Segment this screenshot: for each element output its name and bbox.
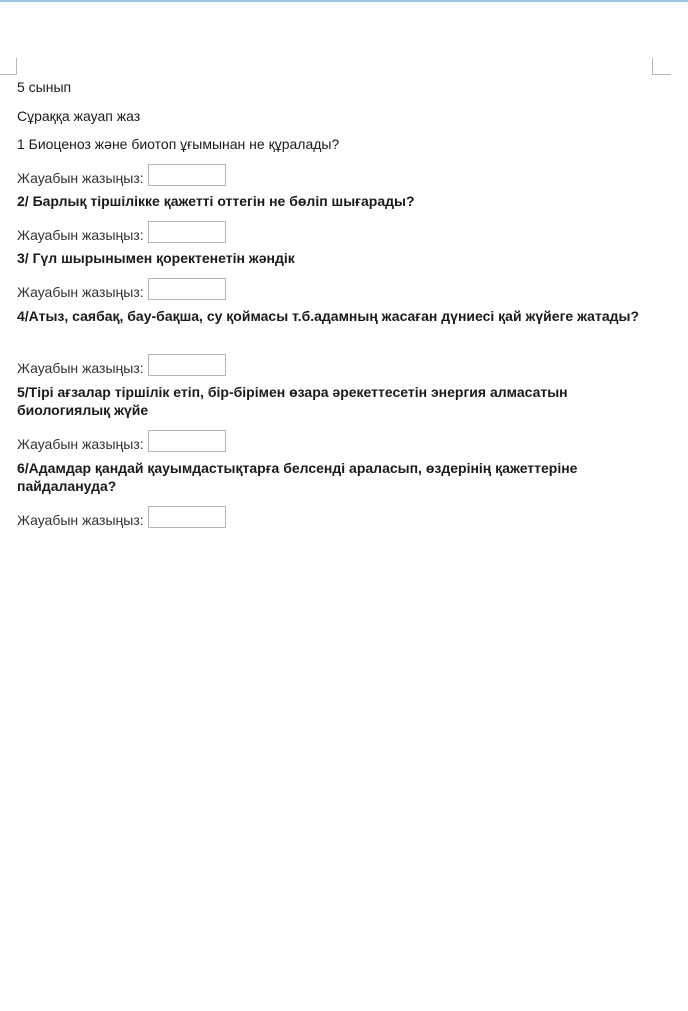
answer-label: Жауабын жазыңыз:	[17, 284, 144, 300]
answer-row-6	[17, 506, 226, 528]
instruction-text: Сұраққа жауап жаз	[17, 108, 141, 124]
page-corner-mark-left	[0, 58, 17, 75]
answer-input-4[interactable]	[148, 354, 226, 376]
answer-label: Жауабын жазыңыз:	[17, 436, 144, 452]
answer-label: Жауабын жазыңыз:	[17, 360, 144, 376]
answer-row-5	[17, 430, 226, 452]
answer-label: Жауабын жазыңыз:	[17, 512, 144, 528]
answer-input-3[interactable]	[148, 278, 226, 300]
grade-heading: 5 сынып	[17, 79, 72, 95]
answer-input-1[interactable]	[148, 164, 226, 186]
question-1: 1 Биоценоз және биотоп ұғымынан не құралады?	[17, 136, 340, 152]
question-5: 5/Тірі ағзалар тіршілік етіп, бір-бірімен өзара әрекеттесетін энергия алмасатын биологиялық жүйе	[17, 384, 568, 418]
answer-input-6[interactable]	[148, 506, 226, 528]
answer-input-2[interactable]	[148, 221, 226, 243]
answer-label: Жауабын жазыңыз:	[17, 227, 144, 243]
answer-input-5[interactable]	[148, 430, 226, 452]
answer-row-1	[17, 164, 226, 186]
answer-row-3	[17, 278, 226, 300]
question-6: 6/Адамдар қандай қауымдастықтарға белсенді араласып, өздерінің қажеттеріне пайдалануда?	[17, 460, 578, 494]
question-2: 2/ Барлық тіршілікке қажетті оттегін не бөліп шығарады?	[17, 193, 415, 209]
answer-row-2	[17, 221, 226, 243]
page-corner-mark-right	[652, 58, 671, 75]
top-edge-line	[0, 0, 688, 2]
question-3: 3/ Гүл шырынымен қоректенетін жәндік	[17, 250, 295, 266]
answer-label: Жауабын жазыңыз:	[17, 170, 144, 186]
question-4: 4/Атыз, саябақ, бау-бақша, су қоймасы т.б.адамның жасаған дүниесі қай жүйеге жатады?	[17, 308, 639, 324]
answer-row-4	[17, 354, 226, 376]
